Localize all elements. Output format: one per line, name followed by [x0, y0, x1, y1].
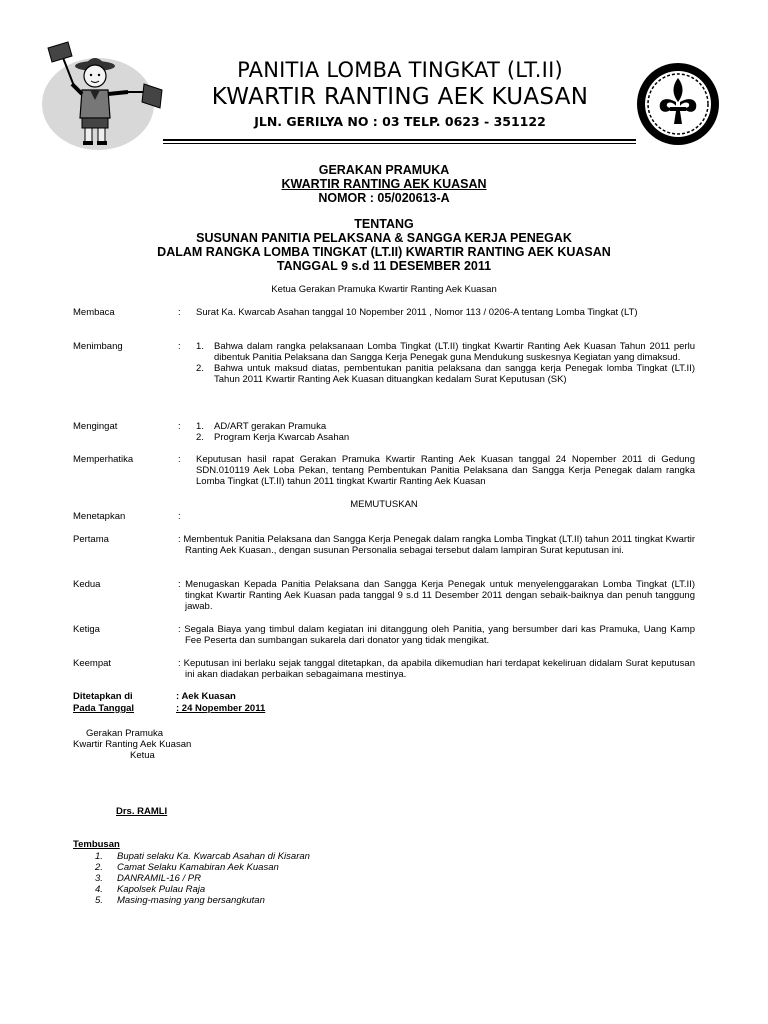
memperhatika-colon: : [178, 454, 181, 465]
title-subject1: SUSUNAN PANITIA PELAKSANA & SANGGA KERJA PENEGAK [196, 231, 572, 245]
tembusan-item-number: 2. [95, 862, 103, 873]
menetapkan-colon: : [178, 511, 181, 522]
pada-tanggal-value: : 24 Nopember 2011 [176, 703, 266, 714]
tembusan-item-text: Masing-masing yang bersangkutan [117, 895, 265, 906]
ditetapkan-label: Ditetapkan di [73, 691, 133, 702]
mengingat-item [196, 432, 695, 443]
mengingat-label: Mengingat [73, 421, 118, 432]
signature-role: Ketua [130, 750, 155, 761]
menimbang-item [196, 341, 695, 363]
menimbang-label: Menimbang [73, 341, 123, 352]
tembusan-item-number: 3. [95, 873, 103, 884]
menimbang-item-text: Bahwa untuk maksud diatas, pembentukan panitia pelaksana dan sangga kerja Penegak lomba Tingkat (LT.II) Tahun 2011 Kwartir Ranting Aek Kuasan dituangkan kedalam Surat Keputusan (SK) [214, 363, 695, 385]
mengingat-colon: : [178, 421, 181, 432]
title-subject3: TANGGAL 9 s.d 11 DESEMBER 2011 [276, 259, 492, 273]
pertama-text: : Membentuk Panitia Pelaksana dan Sangga Kerja Penegak dalam rangka Lomba Tingkat (LT.II) tahun 2011 tingkat Kwartir Ranting Aek Kuasan., dengan susunan Personalia sebagai tersebut dalam lampiran Surat keputusan ini. [178, 534, 695, 556]
tembusan-item [95, 862, 495, 873]
tembusan-item-text: DANRAMIL-16 / PR [117, 873, 201, 884]
title-subject2: DALAM RANGKA LOMBA TINGKAT (LT.II) KWARTIR RANTING AEK KUASAN [157, 245, 611, 259]
keempat-label: Keempat [73, 658, 112, 669]
title-kwartir [84, 177, 684, 191]
menimbang-item [196, 363, 695, 385]
signature-kwartir: Kwartir Ranting Aek Kuasan [73, 739, 192, 750]
menimbang-item-text: Bahwa dalam rangka pelaksanaan Lomba Tingkat (LT.II) tingkat Kwartir Ranting Aek Kuasan Tahun 2011 perlu dibentuk Panitia Pelaksana dan Sangga Kerja Penegak guna Mendukung suskesnya Kegiatan yang dimaksud. [214, 341, 695, 363]
tembusan-item-text: Bupati selaku Ka. Kwarcab Asahan di Kisaran [117, 851, 310, 862]
mengingat-item-text: Program Kerja Kwarcab Asahan [214, 432, 350, 443]
membaca-label: Membaca [73, 307, 115, 318]
ketiga-label: Ketiga [73, 624, 100, 635]
tembusan-item-number: 1. [95, 851, 103, 862]
mengingat-item-number: 2. [196, 432, 204, 443]
tembusan-item [95, 851, 495, 862]
signature-org: Gerakan Pramuka [86, 728, 164, 739]
memutuskan-heading: MEMUTUSKAN [350, 499, 418, 510]
kedua-label: Kedua [73, 579, 101, 590]
menimbang-item-number: 2. [196, 363, 204, 374]
intro-line: Ketua Gerakan Pramuka Kwartir Ranting Aek Kuasan [271, 284, 497, 295]
header-rule-thin [163, 143, 636, 144]
ketiga-text: : Segala Biaya yang timbul dalam kegiatan ini ditanggung oleh Panitia, yang bersumber dari kas Pramuka, Uang Kamp Fee Peserta dan sumbangan sukarela dari donator yang tidak mengikat. [178, 624, 695, 646]
title-nomor: NOMOR : 05/020613-A [318, 191, 450, 205]
header-rule-thick [163, 139, 636, 141]
tembusan-item-text: Camat Selaku Kamabiran Aek Kuasan [117, 862, 279, 873]
menimbang-list [196, 341, 695, 385]
menimbang-colon: : [178, 341, 181, 352]
tembusan-item-text: Kapolsek Pulau Raja [117, 884, 206, 895]
letterhead-line1: PANITIA LOMBA TINGKAT (LT.II) [237, 58, 563, 82]
tembusan-item-number: 5. [95, 895, 103, 906]
title-kwartir-text: KWARTIR RANTING AEK KUASAN [281, 177, 487, 191]
menetapkan-label: Menetapkan [73, 511, 126, 522]
mengingat-item-number: 1. [196, 421, 204, 432]
mengingat-list [196, 421, 695, 443]
tembusan-item [95, 873, 495, 884]
membaca-text: Surat Ka. Kwarcab Asahan tanggal 10 Nopember 2011 , Nomor 113 / 0206-A tentang Lomba Tingkat (LT) [196, 307, 638, 318]
kedua-text: : Menugaskan Kepada Panitia Pelaksana dan Sangga Kerja Penegak untuk menyelenggarakan Lomba Tingkat (LT.II) tingkat Kwartir Ranting Aek Kuasan pada tanggal 9 s.d 11 Desember 2011 dengan sebaik-baiknya dan penuh tanggung jawab. [178, 579, 695, 612]
letterhead-address: JLN. GERILYA NO : 03 TELP. 0623 - 351122 [254, 114, 546, 129]
title-tentang: TENTANG [354, 217, 414, 231]
tembusan-item [95, 884, 495, 895]
ditetapkan-value: : Aek Kuasan [176, 691, 236, 702]
mengingat-item-text: AD/ART gerakan Pramuka [214, 421, 327, 432]
tembusan-item-number: 4. [95, 884, 103, 895]
signatory-name: Drs. RAMLI [116, 806, 168, 817]
memperhatika-text: Keputusan hasil rapat Gerakan Pramuka Kwartir Ranting Aek Kuasan tanggal 24 Nopember 2011 di Gedung SDN.010119 Aek Loba Pekan, tentang Pembentukan Panitia Pelaksana dan Sangga Kerja Penegak dalam rangka Lomba Tingkat (LT.II) tahun 2011 tingkat Kwartir Ranting Aek Kuasan [196, 454, 695, 487]
menimbang-item-number: 1. [196, 341, 204, 352]
scout-boy-logo [40, 40, 164, 152]
pada-tanggal-label: Pada Tanggal [73, 703, 135, 714]
memperhatika-label: Memperhatika [73, 454, 134, 465]
pramuka-emblem-icon [636, 62, 720, 146]
tembusan-item [95, 895, 495, 906]
title-org: GERAKAN PRAMUKA [318, 163, 450, 177]
letterhead-line2: KWARTIR RANTING AEK KUASAN [211, 84, 589, 110]
tembusan-label: Tembusan [73, 839, 120, 850]
membaca-colon: : [178, 307, 181, 318]
keempat-text: : Keputusan ini berlaku sejak tanggal ditetapkan, da apabila dikemudian hari terdapat kekeliruan didalam Surat keputusan ini akan diadakan perbaikan sebagaimana mestinya. [178, 658, 695, 680]
tembusan-list [95, 851, 495, 906]
pertama-label: Pertama [73, 534, 109, 545]
mengingat-item [196, 421, 695, 432]
